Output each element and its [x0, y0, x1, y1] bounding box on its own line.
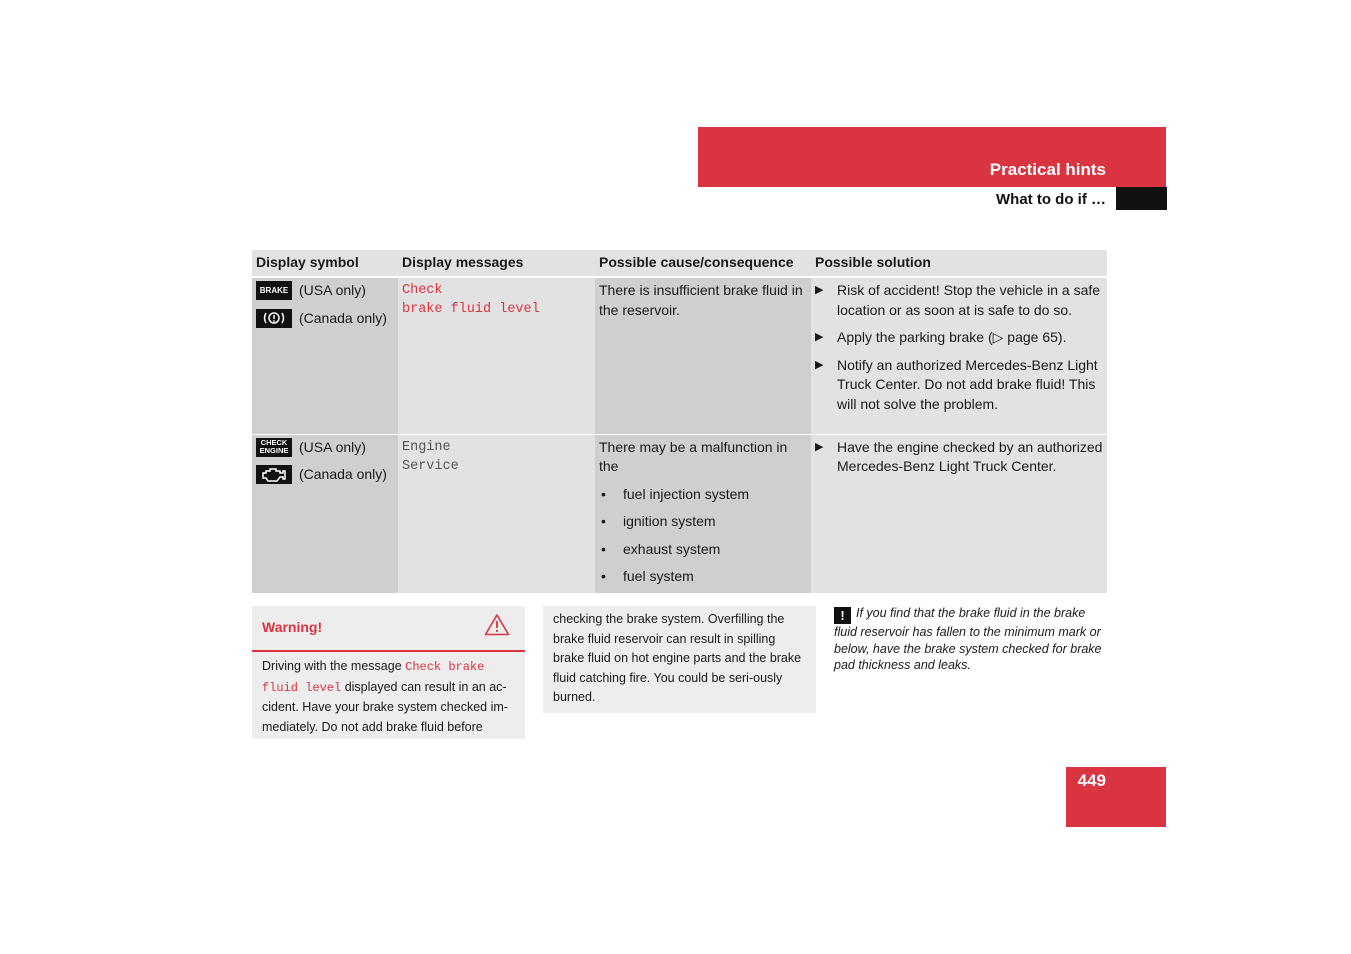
warning-message-code: fluid level: [262, 680, 342, 695]
list-item: [599, 540, 807, 560]
display-message-line: Check: [402, 283, 443, 298]
page-number: 449: [1077, 771, 1106, 790]
solution-item: [815, 281, 1103, 320]
message-cell: [398, 277, 595, 434]
solution-text: Apply the parking brake (▷ page 65).: [837, 329, 1067, 345]
symbol-label: (USA only): [299, 282, 366, 298]
table-row: [252, 277, 1107, 434]
column-header: Display symbol: [252, 250, 398, 277]
symbol-item: [256, 281, 394, 301]
symbol-label: (Canada only): [299, 466, 387, 482]
subsection-title: What to do if …: [996, 191, 1106, 208]
warning-header: [252, 606, 525, 652]
table-row: [252, 434, 1107, 593]
warning-box: [252, 606, 525, 739]
cause-text: There may be a malfunction in the: [599, 438, 788, 474]
list-item-text: fuel injection system: [623, 485, 750, 502]
bullet-icon: •: [601, 540, 606, 557]
solution-item: [815, 356, 1103, 415]
exclamation-icon: !: [834, 607, 851, 624]
list-item-text: ignition system: [623, 513, 716, 529]
warning-text: [252, 652, 525, 742]
display-message-line: brake fluid level: [402, 302, 540, 317]
engine-outline-icon: [256, 465, 292, 484]
solution-text: Have the engine checked by an authorized Mercedes-Benz Light Truck Center.: [837, 438, 1103, 474]
column-header: Display messages: [398, 250, 595, 277]
cause-text: There is insufficient brake fluid in the reservoir.: [599, 282, 803, 318]
solution-cell: [811, 277, 1107, 434]
brake-icon: BRAKE: [256, 281, 292, 300]
warning-text-end: displayed can result in an ac-cident. Have your brake system checked im-mediately. Do not add brake fluid before: [262, 679, 508, 734]
display-message-line: Service: [402, 458, 459, 474]
column-header: Possible cause/consequence: [595, 250, 811, 277]
arrow-bullet-icon: ▶: [815, 358, 824, 371]
warning-text-start: Driving with the message: [262, 659, 406, 673]
solution-text: Risk of accident! Stop the vehicle in a safe location or as soon at is safe to do so.: [837, 282, 1101, 318]
solution-text: Notify an authorized Mercedes-Benz Light Truck Center. Do not add brake fluid! This will not solve the problem.: [837, 356, 1098, 412]
check-engine-icon: CHECK ENGINE: [256, 438, 292, 457]
solution-cell: [811, 434, 1107, 593]
arrow-bullet-icon: ▶: [815, 331, 824, 343]
symbol-cell: [252, 434, 398, 593]
column-header: Possible solution: [811, 250, 1107, 277]
symbol-item: [256, 309, 394, 329]
warning-title: Warning!: [262, 619, 323, 636]
cause-cell: [595, 434, 811, 593]
bullet-icon: •: [601, 513, 606, 529]
display-message-line: Engine: [402, 439, 451, 455]
list-item: [599, 567, 807, 587]
header-black-tab: [1116, 187, 1167, 210]
warning-triangle-icon: [484, 613, 510, 643]
solution-item: [815, 328, 1103, 348]
note-text: If you find that the brake fluid in the brake fluid reservoir has fallen to the minimum mark or below, have the brake system checked for brake pad thickness and leaks.: [834, 606, 1102, 672]
display-messages-table: [252, 250, 1107, 594]
table-header-row: [252, 250, 1107, 277]
cause-cell: [595, 277, 811, 434]
list-item: [599, 512, 807, 532]
warning-continued-text: checking the brake system. Overfilling the brake fluid reservoir can result in spilling brake fluid on hot engine parts and the brake fluid catching fire. You could be seri-ously burned.: [553, 612, 802, 704]
section-title: Practical hints: [989, 160, 1106, 179]
bullet-icon: •: [601, 568, 606, 584]
arrow-bullet-icon: ▶: [815, 440, 824, 453]
list-item-text: fuel system: [623, 568, 694, 584]
list-item: [599, 485, 807, 505]
solution-item: [815, 438, 1103, 477]
bullet-icon: •: [601, 485, 606, 502]
symbol-label: (USA only): [299, 438, 366, 455]
warning-continued-box: [543, 606, 816, 713]
message-cell: [398, 434, 595, 593]
symbol-item: [256, 438, 394, 458]
brake-warning-circle-icon: [256, 309, 292, 328]
list-item-text: exhaust system: [623, 540, 721, 557]
note-box: [834, 605, 1109, 674]
symbol-cell: [252, 277, 398, 434]
warning-message-code: Check brake: [405, 660, 485, 674]
symbol-item: [256, 465, 394, 485]
arrow-bullet-icon: ▶: [815, 284, 824, 296]
symbol-label: (Canada only): [299, 309, 387, 326]
